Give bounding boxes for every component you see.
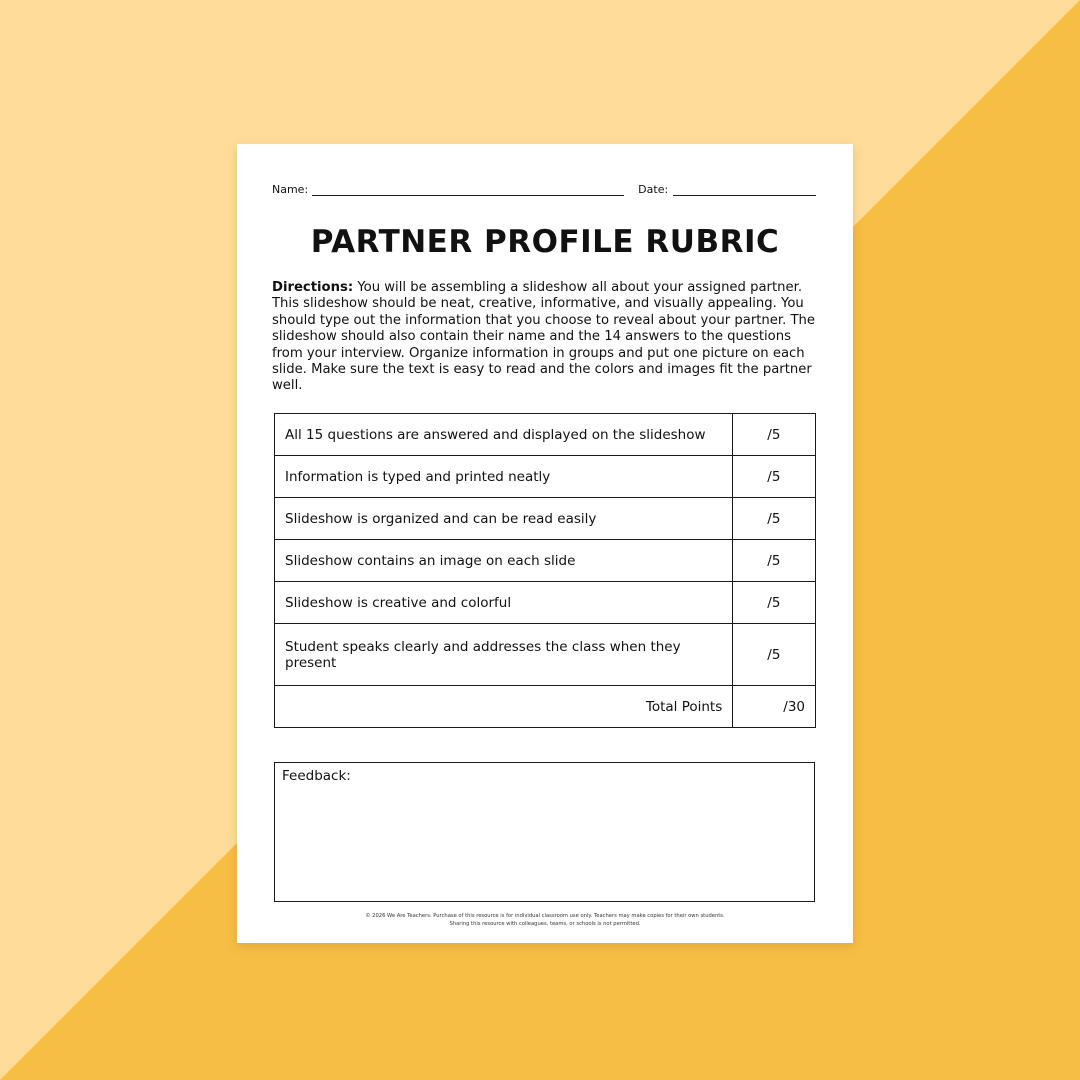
criterion-cell: All 15 questions are answered and displayed on the slideshow — [275, 414, 733, 456]
page-title: PARTNER PROFILE RUBRIC — [310, 224, 780, 260]
table-row — [275, 414, 816, 456]
copyright-footer — [237, 912, 853, 928]
criterion-cell: Slideshow is creative and colorful — [275, 582, 733, 624]
criterion-cell: Slideshow contains an image on each slide — [275, 540, 733, 582]
points-cell: /5 — [733, 624, 816, 686]
criterion-cell: Student speaks clearly and addresses the class when they present — [275, 624, 733, 686]
feedback-box — [274, 762, 815, 902]
points-cell: /5 — [733, 414, 816, 456]
rubric-table — [274, 413, 816, 728]
feedback-label: Feedback: — [282, 768, 351, 784]
date-label: Date: — [638, 183, 669, 196]
points-cell: /5 — [733, 582, 816, 624]
name-blank-line — [312, 184, 624, 196]
total-row — [275, 686, 816, 728]
points-cell: /5 — [733, 540, 816, 582]
directions-text: You will be assembling a slideshow all about your assigned partner. This slideshow should be neat, creative, informative, and visually appealing. You should type out the information that you choose to reveal about your partner. The slideshow should also contain their name and the 14 answers to the questions from your interview. Organize information in groups and put one picture on each slide. Make sure the text is easy to read and the colors and images fit the partner well. — [272, 280, 816, 394]
footer-line-1: © 2026 We Are Teachers. Purchase of this resource is for individual classroom use only. Teachers may make copies for their own students. — [365, 913, 725, 919]
criterion-cell: Slideshow is organized and can be read easily — [275, 498, 733, 540]
worksheet-page — [237, 144, 853, 943]
points-cell: /5 — [733, 498, 816, 540]
total-points-label: Total Points — [275, 686, 733, 728]
directions-paragraph — [272, 280, 820, 395]
footer-line-2: Sharing this resource with colleagues, teams, or schools is not permitted. — [449, 921, 641, 927]
directions-label: Directions: — [272, 280, 354, 295]
table-row — [275, 456, 816, 498]
total-points-value: /30 — [733, 686, 816, 728]
table-row — [275, 540, 816, 582]
name-date-row — [272, 180, 817, 196]
name-label: Name: — [272, 183, 309, 196]
date-blank-line — [673, 184, 816, 196]
table-row — [275, 624, 816, 686]
points-cell: /5 — [733, 456, 816, 498]
table-row — [275, 582, 816, 624]
criterion-cell: Information is typed and printed neatly — [275, 456, 733, 498]
table-row — [275, 498, 816, 540]
